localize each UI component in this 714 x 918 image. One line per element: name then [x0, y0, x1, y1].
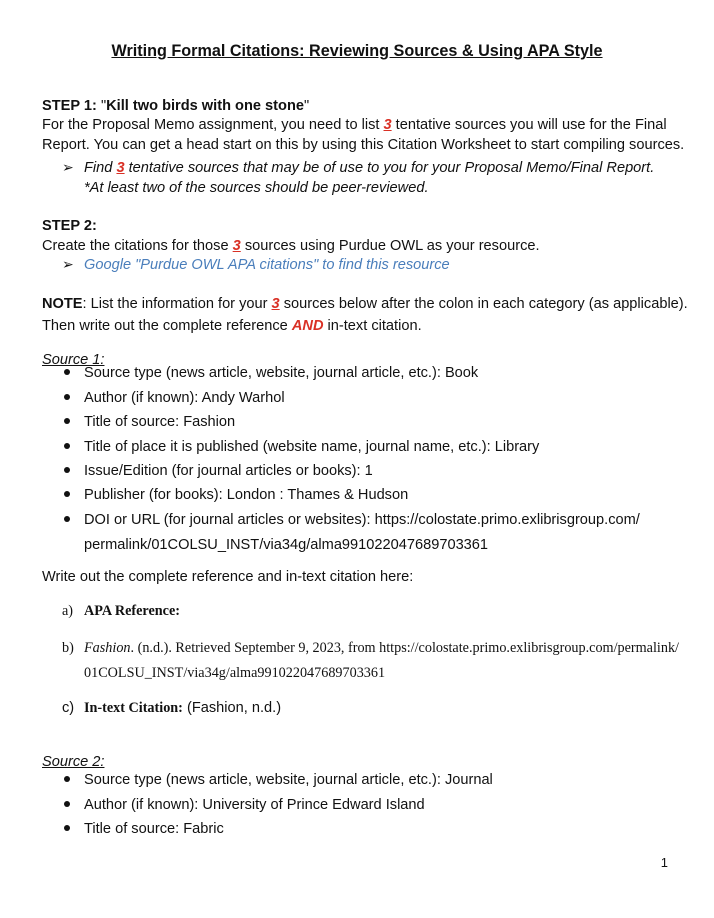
- step2-line1: [42, 238, 540, 254]
- step1-phrase: Kill two birds with one stone: [106, 98, 304, 114]
- text-segment: in-text citation.: [323, 318, 422, 334]
- note-label: NOTE: [42, 296, 83, 312]
- quote-close: ": [303, 98, 310, 114]
- bullet-dot-icon: [64, 776, 70, 782]
- source1-item: Publisher (for books): London : Thames & Hudson: [84, 487, 409, 503]
- source1-item: DOI or URL (for journal articles or websites): https://colostate.primo.exlibrisgroup.com/: [84, 512, 640, 528]
- highlight-number: 3: [383, 117, 392, 133]
- highlight-number: 3: [271, 296, 280, 312]
- in-text-citation-label: In-text Citation:: [84, 700, 183, 716]
- source2-heading: Source 2:: [42, 754, 105, 770]
- source1-item: Issue/Edition (for journal articles or books): 1: [84, 463, 373, 479]
- bullet-dot-icon: [64, 418, 70, 424]
- list-marker-a: a): [62, 603, 74, 619]
- text-segment: Then write out the complete reference: [42, 318, 292, 334]
- write-out-instruction: Write out the complete reference and in-text citation here:: [42, 569, 414, 585]
- text-segment: For the Proposal Memo assignment, you need to list: [42, 117, 384, 133]
- arrow-bullet-icon: ➢: [62, 256, 74, 272]
- step1-line2: Report. You can get a head start on this by using this Citation Worksheet to start compiling sources.: [42, 137, 685, 153]
- apa-reference-continued: 01COLSU_INST/via34g/alma991022047689703361: [84, 665, 386, 681]
- bullet-dot-icon: [64, 491, 70, 497]
- step1-bullet-note: *At least two of the sources should be peer-reviewed.: [84, 180, 429, 196]
- bullet-dot-icon: [64, 467, 70, 473]
- highlight-number: 3: [116, 160, 125, 176]
- source1-item: Source type (news article, website, journal article, etc.): Book: [84, 365, 479, 381]
- highlight-number: 3: [232, 238, 241, 254]
- source1-item-continued: permalink/01COLSU_INST/via34g/alma991022047689703361: [84, 537, 489, 553]
- reference-title: Fashion: [84, 640, 131, 656]
- step1-heading: [42, 98, 309, 114]
- bullet-dot-icon: [64, 825, 70, 831]
- source1-item: Title of source: Fashion: [84, 414, 236, 430]
- text-segment: sources below after the colon in each category (as applicable).: [279, 296, 688, 312]
- page-number: 1: [660, 855, 668, 870]
- step1-line1: [42, 117, 667, 133]
- step1-bullet: [84, 160, 654, 176]
- quote-open: ": [100, 98, 107, 114]
- source1-item: Title of place it is published (website name, journal name, etc.): Library: [84, 439, 540, 455]
- text-segment: (Fashion, n.d.): [182, 700, 282, 716]
- text-segment: tentative sources you will use for the Final: [391, 117, 667, 133]
- text-segment: tentative sources that may be of use to you for your Proposal Memo/Final Report.: [124, 160, 655, 176]
- bullet-dot-icon: [64, 394, 70, 400]
- step2-bullet: Google "Purdue OWL APA citations" to find this resource: [84, 257, 450, 273]
- step2-heading: STEP 2:: [42, 218, 97, 234]
- in-text-citation: [84, 700, 281, 717]
- list-marker-b: b): [62, 640, 74, 656]
- source2-item: Author (if known): University of Prince Edward Island: [84, 797, 425, 813]
- apa-reference-label: APA Reference:: [84, 603, 180, 619]
- note-line1: [42, 296, 688, 312]
- text-segment: . (n.d.). Retrieved September 9, 2023, from https://colostate.primo.exlibrisgroup.com/permalink/: [130, 640, 679, 656]
- source2-item: Source type (news article, website, journal article, etc.): Journal: [84, 772, 493, 788]
- page-title: Writing Formal Citations: Reviewing Sources & Using APA Style: [111, 42, 603, 60]
- source2-item: Title of source: Fabric: [84, 821, 224, 837]
- list-marker-c: c): [62, 700, 75, 716]
- text-segment: : List the information for your: [82, 296, 272, 312]
- text-segment: Find: [84, 160, 117, 176]
- note-line2: [42, 318, 422, 334]
- bullet-dot-icon: [64, 369, 70, 375]
- bullet-dot-icon: [64, 443, 70, 449]
- source1-heading: Source 1:: [42, 352, 105, 368]
- source1-item: Author (if known): Andy Warhol: [84, 390, 285, 406]
- apa-reference-text: [84, 640, 679, 657]
- highlight-and: AND: [291, 318, 324, 334]
- step1-label: STEP 1:: [42, 98, 101, 114]
- arrow-bullet-icon: ➢: [62, 159, 74, 175]
- text-segment: Create the citations for those: [42, 238, 233, 254]
- text-segment: sources using Purdue OWL as your resource.: [240, 238, 540, 254]
- bullet-dot-icon: [64, 516, 70, 522]
- bullet-dot-icon: [64, 801, 70, 807]
